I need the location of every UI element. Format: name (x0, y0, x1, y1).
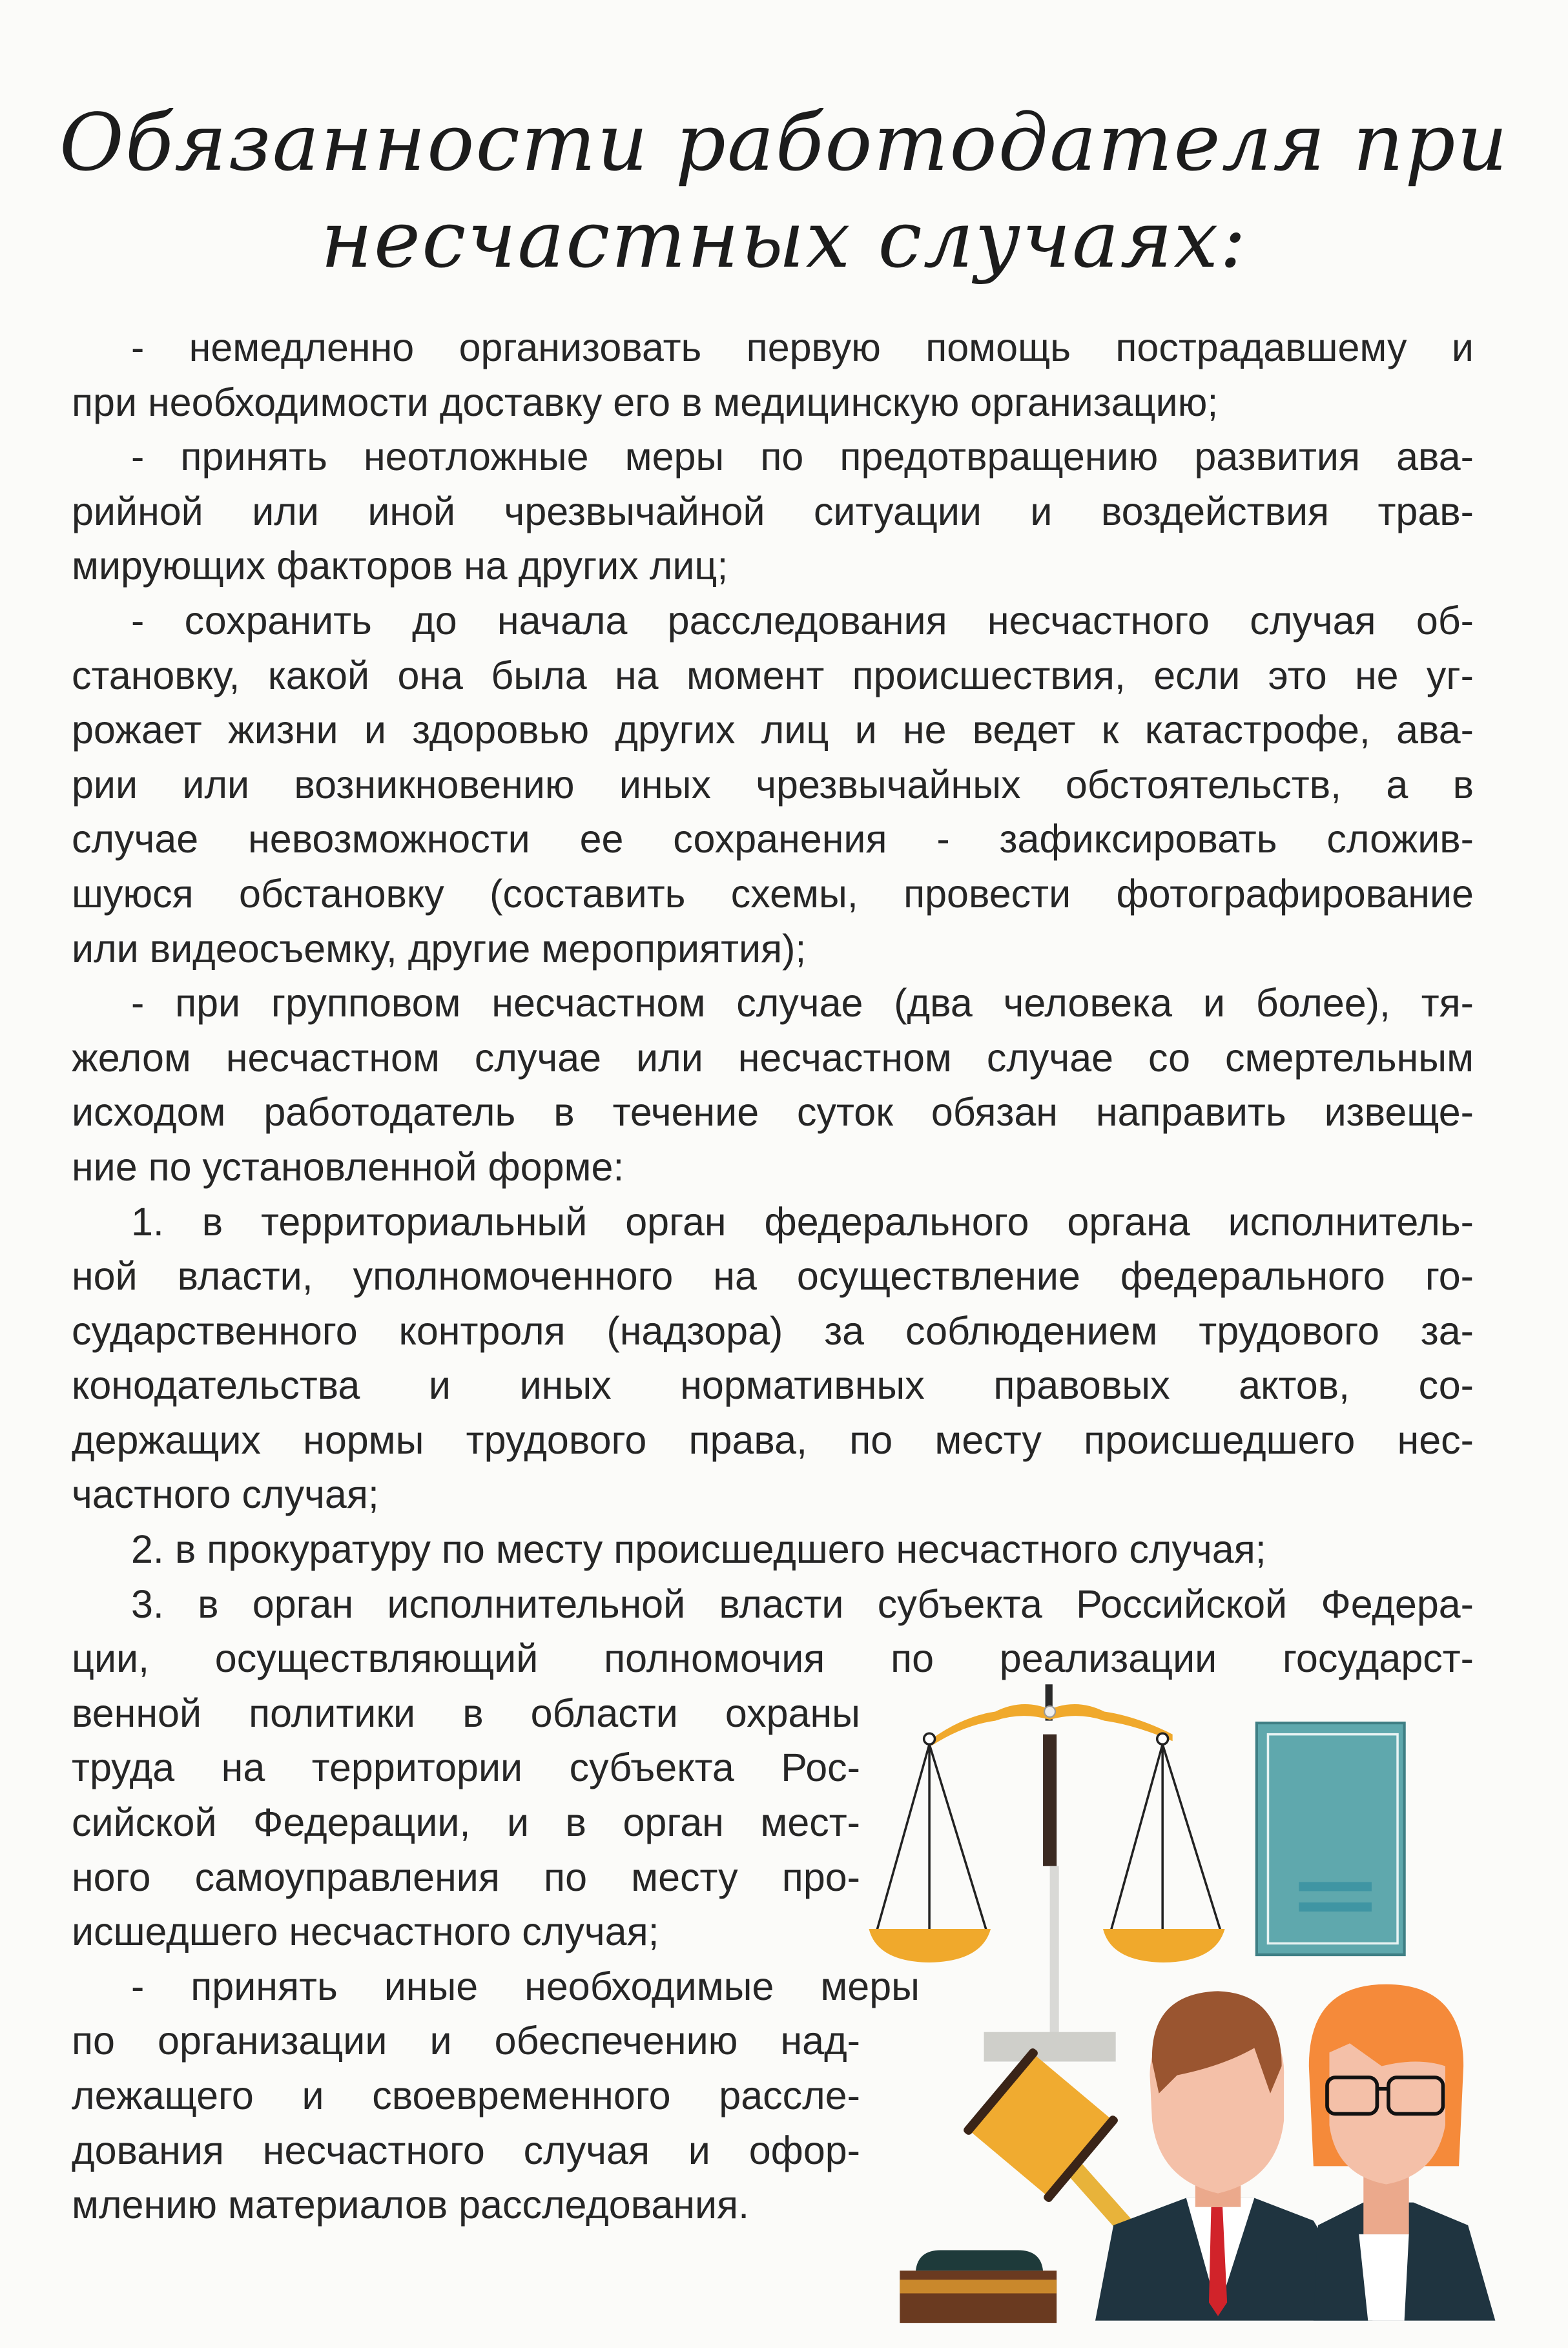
paragraph-3-line: случае невозможности ее сохранения - зафиксировать сложив- (72, 817, 1474, 861)
paragraph-7-line: труда на территории субъекта Рос- (72, 1746, 860, 1790)
paragraph-3-line: или видеосъемку, другие мероприятия); (72, 926, 807, 971)
paragraph-7-line: 3. в орган исполнительной власти субъекта Российской Федера- (131, 1581, 1474, 1626)
book-icon (1257, 1723, 1405, 1955)
paragraph-7-line: ции, осуществляющий полномочия по реализации государст- (72, 1636, 1474, 1681)
page-title-line-2: несчастных случаях: (320, 194, 1248, 285)
paragraph-2-line: рийной или иной чрезвычайной ситуации и воздействия трав- (72, 489, 1474, 533)
paragraph-7-line: сийской Федерации, и в орган мест- (72, 1800, 860, 1845)
paragraph-3-line: становку, какой она была на момент происшествия, если это не уг- (72, 653, 1474, 697)
paragraph-3-line: рии или возникновению иных чрезвычайных обстоятельств, а в (72, 762, 1474, 807)
paragraph-4-line: исходом работодатель в течение суток обязан направить извеще- (72, 1090, 1474, 1135)
paragraph-2-line: мирующих факторов на других лиц; (72, 544, 728, 588)
paragraph-4-line: - при групповом несчастном случае (два человека и более), тя- (131, 981, 1474, 1025)
paragraph-2-line: - принять неотложные меры по предотвращению развития ава- (131, 435, 1474, 479)
scales-icon (869, 1684, 1224, 2061)
paragraph-4-line: ние по установленной форме: (72, 1144, 624, 1189)
legal-illustration (859, 1666, 1568, 2348)
page-title-line-1: Обязанности работодателя при (59, 97, 1509, 189)
paragraph-5-line: ной власти, уполномоченного на осуществление федерального го- (72, 1254, 1474, 1299)
paragraph-4-line: желом несчастном случае или несчастном случае со смертельным (72, 1035, 1474, 1080)
paragraph-8-line: по организации и обеспечению над- (72, 2019, 860, 2063)
paragraph-7-line: венной политики в области охраны (72, 1691, 860, 1735)
paragraph-1-line: - немедленно организовать первую помощь пострадавшему и (131, 325, 1474, 369)
paragraph-5-line: держащих нормы трудового права, по месту происшедшего нес- (72, 1417, 1474, 1462)
paragraph-3-line: рожает жизни и здоровью других лиц и не ведет к катастрофе, ава- (72, 708, 1474, 752)
paragraph-5-line: сударственного контроля (надзора) за соблюдением трудового за- (72, 1308, 1474, 1353)
paragraph-8-line: - принять иные необходимые меры (131, 1964, 920, 2008)
paragraph-8-line: лежащего и своевременного рассле- (72, 2074, 860, 2117)
paragraph-5-line: частного случая; (72, 1472, 379, 1517)
paragraph-6-line: 2. в прокуратуру по месту происшедшего несчастного случая; (131, 1527, 1266, 1572)
paragraph-7-line: ного самоуправления по месту про- (72, 1855, 860, 1899)
paragraph-3-line: шуюся обстановку (составить схемы, провести фотографирование (72, 871, 1474, 916)
paragraph-8-line: дования несчастного случая и офор- (72, 2128, 860, 2172)
paragraph-1-line: при необходимости доставку его в медицинскую организацию; (72, 380, 1219, 424)
paragraph-3-line: - сохранить до начала расследования несчастного случая об- (131, 598, 1474, 643)
woman-avatar-icon (1309, 1984, 1496, 2321)
paragraph-5-line: 1. в территориальный орган федерального органа исполнитель- (131, 1199, 1474, 1244)
paragraph-8-line: млению материалов расследования. (72, 2183, 750, 2227)
paragraph-5-line: конодательства и иных нормативных правовых актов, со- (72, 1363, 1474, 1408)
paragraph-7-line: исшедшего несчастного случая; (72, 1910, 659, 1954)
